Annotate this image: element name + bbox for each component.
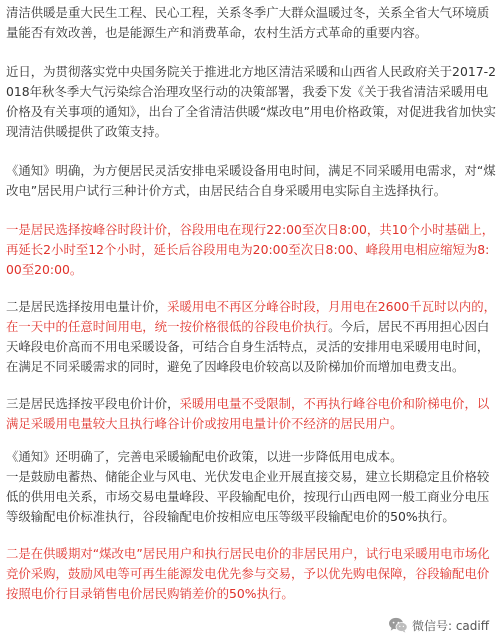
wechat-icon	[388, 617, 408, 633]
paragraph-spacer	[6, 43, 496, 62]
paragraph-flat-pricing	[6, 394, 496, 434]
watermark-text: 微信号: cadiff	[411, 618, 489, 633]
paragraph-notice-summary: 《通知》明确，为方便居民灵活安排电采暖设备用电时间，满足不同采暖用电需求，对“煤改电”居民用户试行三种计价方式，由居民结合自身采暖用电实际自主选择执行。	[6, 163, 496, 198]
paragraph-spacer	[6, 527, 496, 544]
paragraph-spacer	[6, 142, 496, 161]
paragraph-usage-pricing	[6, 297, 496, 377]
flat-pricing-lead: 三是居民选择按平段电价计价，	[6, 396, 180, 411]
usage-pricing-lead: 二是居民选择按用电量计价，	[6, 299, 168, 314]
paragraph-spacer	[6, 434, 496, 447]
paragraph-intro: 清洁供暖是重大民生工程、民心工程，关系冬季广大群众温暖过冬，关系全省大气环境质量能否有效改善，也是能源生产和消费革命，农村生活方式革命的重要内容。	[6, 5, 490, 40]
article-body	[6, 3, 496, 604]
paragraph-market-procurement: 二是在供暖期对“煤改电”居民用户和执行居民电价的非居民用户，试行电采暖用电市场化竞价采购，鼓励风电等可再生能源发电优先参与交易，予以优先购电保障，谷段输配电价按照电价行目录销售电价居民购销差价的50%执行。	[6, 546, 490, 601]
usage-pricing-rest: 。今后，居民不再用担心因白天峰段电价高而不用电采暖设备，可结合自身生活特点，灵活的安排用电采暖用电时间，在满足不同采暖需求的同时，避免了因峰段电价较高以及阶梯加价而增加电费支出。	[6, 319, 490, 374]
paragraph-transmission-detail: 一是鼓励电蓄热、储能企业与风电、光伏发电企业开展直接交易，建立长期稳定且价格较低的供用电关系，市场交易电量峰段、平段输配电价，按现行山西电网一般工商业分电压等级输配电价标准执行，谷段输配电价按相应电压等级平段输配电价的50%执行。	[6, 469, 490, 524]
paragraph-peak-valley-pricing: 一是居民选择按峰谷时段计价，谷段用电在现行22:00至次日8:00，共10个小时基础上，再延长2小时至12个小时，延长后谷段用电为20:00至次日8:00、峰段用电相应缩短为8:00至20:00。	[6, 222, 495, 277]
usage-pricing-highlight: 采暖用电不再区分峰谷时段，月用电在2600千瓦时以内的，在一天中的任意时间用电，统一按价格很低的谷段电价执行	[6, 299, 496, 334]
paragraph-background: 近日，为贯彻落实党中央国务院关于推进北方地区清洁采暖和山西省人民政府关于2017-2018年秋冬季大气污染综合治理攻坚行动的决策部署，我委下发《关于我省清洁采暖用电价格及有关事项的通知》，出台了全省清洁供暖“煤改电”用电价格政策，对促进我省加快实现清洁供暖提供了政策支持。	[6, 64, 496, 139]
paragraph-transmission-intro: 《通知》还明确了，完善电采暖输配电价政策，以进一步降低用电成本。	[6, 449, 403, 464]
paragraph-spacer	[6, 280, 496, 297]
flat-pricing-highlight: 采暖用电量不受限制，不再执行峰谷电价和阶梯电价，以满足采暖用电量较大且执行峰谷计价或按用电量计价不经济的居民用户。	[6, 396, 490, 431]
wechat-watermark	[385, 614, 494, 636]
paragraph-spacer	[6, 377, 496, 394]
paragraph-spacer	[6, 201, 496, 220]
